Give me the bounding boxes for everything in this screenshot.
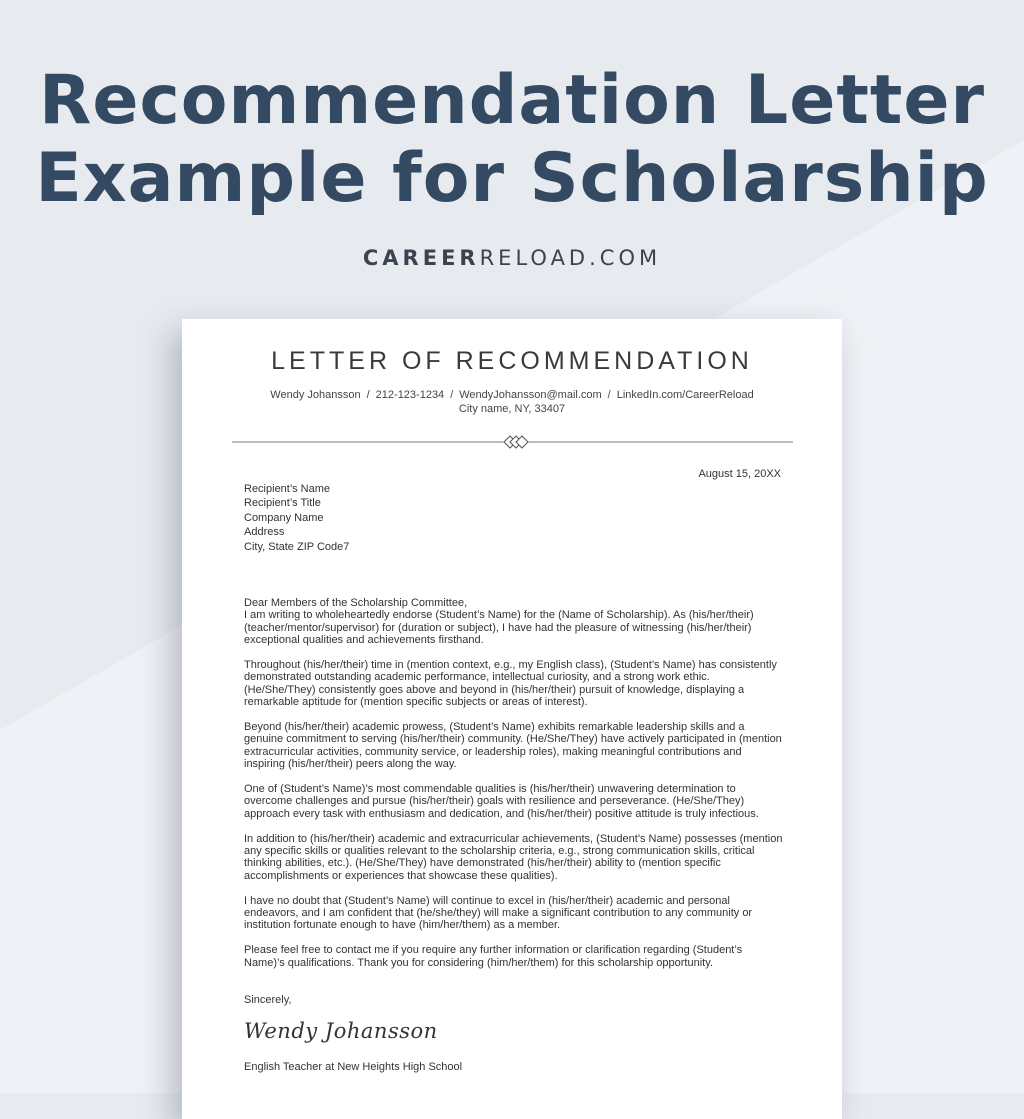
contact-email: WendyJohansson@mail.com (459, 389, 602, 401)
header-divider (232, 435, 793, 449)
body-paragraph-1: I am writing to wholeheartedly endorse (Student’s Name) for the (Name of Scholarship). As (his/her/their) (teacher/mentor/supervisor) for (duration or subject), I have had the pleasure of witnessing (his/her/their) exceptional qualities and achievements firsthand. (244, 609, 754, 647)
signer-title: English Teacher at New Heights High School (244, 1061, 463, 1073)
recipient-block (244, 482, 349, 554)
body-paragraph-2: Throughout (his/her/their) time in (mention context, e.g., my English class), (Student’s Name) has consistently demonstrated outstanding academic performance, intellectual curiosity, and a strong work ethic. (He/She/They) consistently goes above and beyond in (his/her/their) pursuit of knowledge, displaying a remarkable aptitude for (mention specific subjects or areas of interest). (244, 659, 777, 709)
body-paragraph-4: One of (Student’s Name)’s most commendable qualities is (his/her/their) unwavering determination to overcome challenges and pursue (his/her/their) goals with resilience and perseverance. (He/She/They) approach every task with enthusiasm and dedication, and (his/her/their) positive attitude is truly infectious. (244, 783, 759, 820)
body-paragraph-7: Please feel free to contact me if you require any further information or clarification regarding (Student’s Name)’s qualifications. Thank you for considering (him/her/them) for this scholarship opportunity. (244, 944, 743, 969)
signature: Wendy Johansson (244, 1019, 438, 1043)
contact-separator: / (366, 389, 370, 401)
body-paragraph-6: I have no doubt that (Student’s Name) will continue to excel in (his/her/their) academic and personal endeavors, and I am confident that (he/she/they) will make a significant contribution to any community or institution fortunate enough to have (him/her/them) as a member. (244, 894, 753, 932)
body-paragraph-5: In addition to (his/her/their) academic and extracurricular achievements, (Student’s Name) possesses (mention any specific skills or qualities relevant to the scholarship criteria, e.g., strong communication skills, critical thinking abilities, etc.). (He/She/They) have demonstrated (his/her/their) ability to (mention specific accomplishments or experiences that showcase these qualities). (244, 832, 783, 882)
contact-location: City name, NY, 33407 (458, 403, 566, 415)
recipient-company: Company Name (244, 511, 324, 524)
recipient-title: Recipient’s Title (244, 497, 321, 510)
body-paragraph-3: Beyond (his/her/their) academic prowess, (Student’s Name) exhibits remarkable leadership skills and a genuine commitment to serving (his/her/their) community. (He/She/They) have actively participated in (mention extracurricular activities, community service, or leadership roles), making meaningful contributions and inspiring (his/her/their) peers along the way. (244, 721, 782, 771)
recipient-name: Recipient’s Name (244, 483, 331, 495)
recipient-city: City, State ZIP Code7 (244, 540, 350, 553)
contact-linkedin: LinkedIn.com/CareerReload (616, 389, 754, 401)
brand-bold-part: CAREER (362, 246, 480, 270)
page-title-line-1: Recommendation Letter (38, 61, 986, 140)
contact-name: Wendy Johansson (270, 389, 361, 401)
letter-body (244, 597, 784, 981)
brand-name (0, 246, 1024, 270)
contact-info (182, 388, 842, 416)
brand-light-part: RELOAD.COM (479, 246, 662, 270)
contact-separator: / (607, 389, 611, 401)
page-title (0, 62, 1024, 218)
closing: Sincerely, (244, 994, 292, 1006)
contact-phone: 212-123-1234 (375, 389, 445, 401)
contact-line (182, 388, 842, 402)
recipient-address: Address (244, 526, 285, 539)
letter-date: August 15, 20XX (698, 468, 781, 480)
salutation: Dear Members of the Scholarship Committee, (244, 597, 468, 609)
letter-title: LETTER OF RECOMMENDATION (271, 347, 753, 375)
contact-separator: / (450, 389, 454, 401)
page-title-line-2: Example for Scholarship (35, 139, 989, 218)
diamond-ornament-icon (504, 436, 528, 448)
letter-page (182, 319, 842, 1119)
